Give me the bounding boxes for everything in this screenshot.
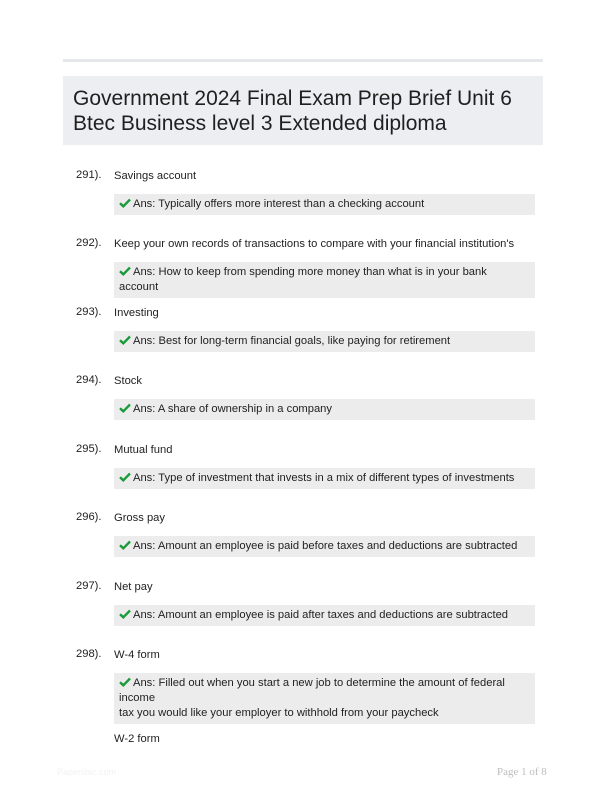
question-text: Stock [114, 375, 142, 387]
answer-text-line-1: Ans: Filled out when you start a new job to determine the amount of federal income [119, 677, 505, 704]
answer-text: Ans: Type of investment that invests in a mix of different types of investments [133, 472, 515, 484]
question-text: Investing [114, 307, 159, 319]
question-text: Net pay [114, 581, 153, 593]
question-text: Savings account [114, 170, 197, 182]
check-icon [119, 266, 131, 276]
question-number: 296). [76, 511, 102, 523]
question-text: Keep your own records of transactions to compare with your financial institution's [114, 238, 515, 250]
answer-box [114, 194, 535, 215]
question-number: 294). [76, 374, 102, 386]
check-icon [119, 540, 131, 550]
answer-text: Ans: Best for long-term financial goals, like paying for retirement [133, 335, 451, 347]
check-icon [119, 609, 131, 619]
answer-text: Ans: How to keep from spending more money than what is in your bank account [119, 266, 487, 293]
answer-text: Ans: Amount an employee is paid before taxes and deductions are subtracted [133, 540, 518, 552]
question-number: 298). [76, 648, 102, 660]
footer-watermark: Paperlibic.com [57, 767, 117, 777]
answer-box [114, 331, 535, 352]
document-title-line-1: Government 2024 Final Exam Prep Brief Unit 6 [73, 87, 512, 110]
question-text: W-2 form [114, 733, 160, 745]
top-divider [63, 59, 543, 62]
check-icon [119, 403, 131, 413]
answer-box [114, 468, 535, 489]
check-icon [119, 335, 131, 345]
question-number: 295). [76, 443, 102, 455]
question-number: 292). [76, 237, 102, 249]
answer-box [114, 673, 535, 724]
answer-text: Ans: A share of ownership in a company [133, 403, 333, 415]
check-icon [119, 472, 131, 482]
page-number: Page 1 of 8 [497, 766, 547, 778]
question-number: 293). [76, 306, 102, 318]
answer-box [114, 536, 535, 557]
answer-text-line-2: tax you would like your employer to withhold from your paycheck [119, 707, 439, 719]
document-title-line-2: Btec Business level 3 Extended diploma [73, 112, 447, 135]
answer-text: Ans: Typically offers more interest than a checking account [133, 198, 425, 210]
answer-box [114, 262, 535, 298]
question-text: Gross pay [114, 512, 165, 524]
question-text: Mutual fund [114, 444, 173, 456]
question-text: W-4 form [114, 649, 160, 661]
question-number: 297). [76, 580, 102, 592]
answer-box [114, 399, 535, 420]
question-number: 291). [76, 169, 102, 181]
document-title-box [63, 76, 543, 145]
check-icon [119, 198, 131, 208]
answer-box [114, 605, 535, 626]
check-icon [119, 677, 131, 687]
answer-text: Ans: Amount an employee is paid after taxes and deductions are subtracted [133, 609, 509, 621]
